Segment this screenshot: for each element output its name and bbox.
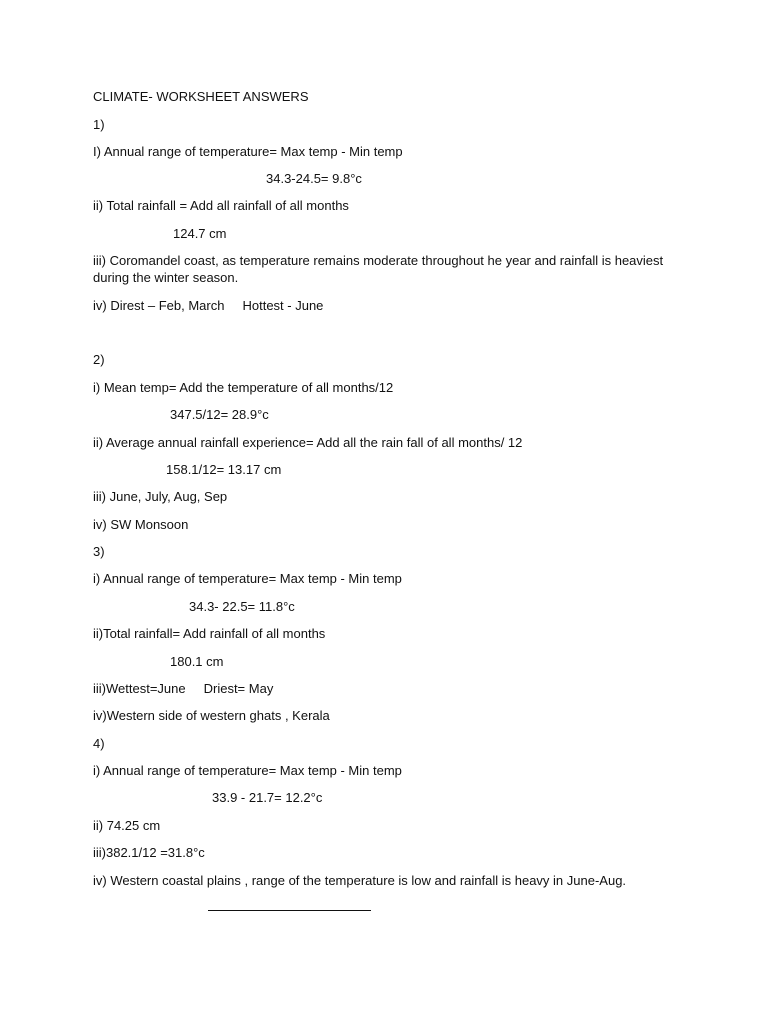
q4-ii-text: ii) 74.25 cm: [93, 818, 161, 833]
q3-iii-driest: Driest= May: [203, 681, 274, 696]
q1-iv-driest: iv) Direst – Feb, March: [93, 298, 225, 313]
q4-i-calculation: 33.9 - 21.7= 12.2°c: [212, 790, 323, 805]
q1-ii-text: ii) Total rainfall = Add all rainfall of all months: [93, 198, 349, 213]
q2-i-text: i) Mean temp= Add the temperature of all months/12: [93, 380, 394, 395]
q1-i-text: I) Annual range of temperature= Max temp - Min temp: [93, 144, 403, 159]
q1-number: 1): [93, 117, 105, 132]
q4-number: 4): [93, 736, 105, 751]
q2-iii-text: iii) June, July, Aug, Sep: [93, 489, 228, 504]
q2-ii-text: ii) Average annual rainfall experience= Add all the rain fall of all months/ 12: [93, 435, 523, 450]
q1-iv-line: [93, 297, 323, 314]
document-title: CLIMATE- WORKSHEET ANSWERS: [93, 89, 309, 104]
q3-i-calculation: 34.3- 22.5= 11.8°c: [189, 599, 295, 614]
q3-iii-line: [93, 680, 273, 697]
closing-divider-line: [208, 910, 371, 911]
q2-ii-calculation: 158.1/12= 13.17 cm: [166, 462, 282, 477]
q4-i-text: i) Annual range of temperature= Max temp - Min temp: [93, 763, 402, 778]
q3-iv-text: iv)Western side of western ghats , Kerala: [93, 708, 330, 723]
q3-number: 3): [93, 544, 105, 559]
q1-iii-text: iii) Coromandel coast, as temperature remains moderate throughout he year and rainfall is heaviest during the winter season.: [93, 253, 664, 285]
q3-ii-text: ii)Total rainfall= Add rainfall of all months: [93, 626, 326, 641]
q2-i-calculation: 347.5/12= 28.9°c: [170, 407, 269, 422]
q1-i-calculation: 34.3-24.5= 9.8°c: [266, 171, 362, 186]
q3-ii-answer: 180.1 cm: [170, 654, 224, 669]
q4-iii-text: iii)382.1/12 =31.8°c: [93, 845, 205, 860]
q2-iv-text: iv) SW Monsoon: [93, 517, 189, 532]
q1-ii-answer: 124.7 cm: [173, 226, 227, 241]
q3-iii-wettest: iii)Wettest=June: [93, 681, 186, 696]
q2-number: 2): [93, 352, 105, 367]
q1-iv-hottest: Hottest - June: [242, 298, 324, 313]
q3-i-text: i) Annual range of temperature= Max temp - Min temp: [93, 571, 402, 586]
q4-iv-text: iv) Western coastal plains , range of the temperature is low and rainfall is heavy in June-Aug.: [93, 873, 627, 888]
